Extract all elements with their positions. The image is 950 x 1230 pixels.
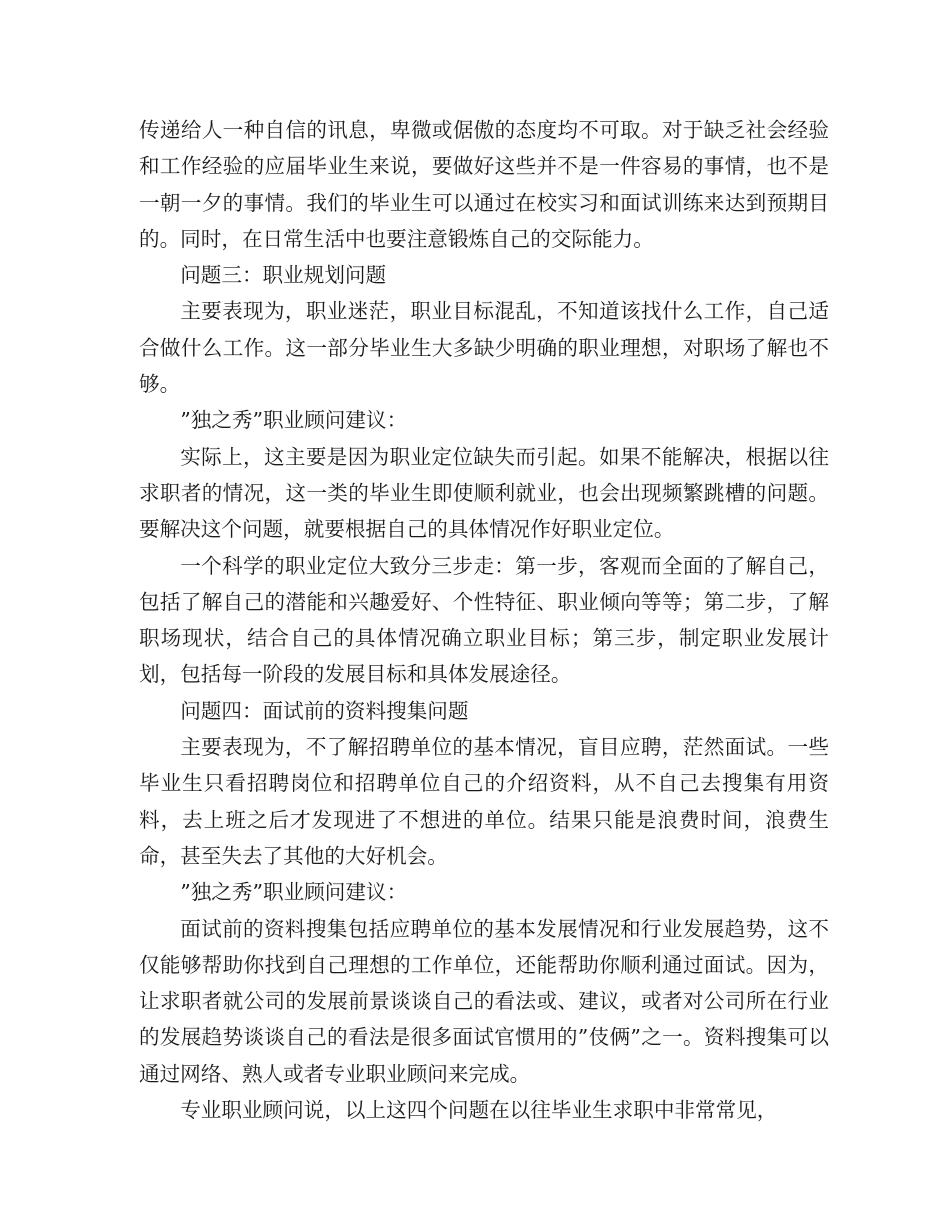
body-paragraph: 主要表现为，不了解招聘单位的基本情况，盲目应聘，茫然面试。一些毕业生只看招聘岗位和招聘单位自己的介绍资料，从不自己去搜集有用资料，去上班之后才发现进了不想进的单位。结果只能是浪费时间，浪费生命，甚至失去了其他的大好机会。 — [139, 735, 829, 868]
body-paragraph: 实际上，这主要是因为职业定位缺失而引起。如果不能解决，根据以往求职者的情况，这一类的毕业生即使顺利就业，也会出现频繁跳槽的问题。要解决这个问题，就要根据自己的具体情况作好职业定位。 — [139, 444, 829, 542]
advice-heading: ”独之秀”职业顾问建议： — [180, 880, 408, 905]
body-paragraph: 一个科学的职业定位大致分三步走：第一步，客观而全面的了解自己，包括了解自己的潜能和兴趣爱好、个性特征、职业倾向等等；第二步，了解职场现状，结合自己的具体情况确立职业目标；第三步，制定职业发展计划，包括每一阶段的发展目标和具体发展途径。 — [139, 553, 829, 687]
body-paragraph: 主要表现为，职业迷茫，职业目标混乱，不知道该找什么工作，自己适合做什么工作。这一部分毕业生大多缺少明确的职业理想，对职场了解也不够。 — [139, 299, 829, 397]
section-heading: 问题四：面试前的资料搜集问题 — [180, 698, 469, 723]
body-paragraph: 传递给人一种自信的讯息，卑微或倨傲的态度均不可取。对于缺乏社会经验和工作经验的应届毕业生来说，要做好这些并不是一件容易的事情，也不是一朝一夕的事情。我们的毕业生可以通过在校实习和面试训练来达到预期目的。同时，在日常生活中也要注意锻炼自己的交际能力。 — [139, 118, 829, 251]
section-heading: 问题三：职业规划问题 — [180, 263, 387, 288]
advice-heading: ”独之秀”职业顾问建议： — [180, 408, 408, 433]
body-paragraph: 专业职业顾问说，以上这四个问题在以往毕业生求职中非常常见， — [180, 1098, 778, 1123]
document-page — [139, 112, 829, 1128]
body-paragraph: 面试前的资料搜集包括应聘单位的基本发展情况和行业发展趋势，这不仅能够帮助你找到自己理想的工作单位，还能帮助你顺利通过面试。因为，让求职者就公司的发展前景谈谈自己的看法或、建议，或者对公司所在行业的发展趋势谈谈自己的看法是很多面试官惯用的”伎俩”之一。资料搜集可以通过网络、熟人或者专业职业顾问来完成。 — [139, 916, 829, 1086]
